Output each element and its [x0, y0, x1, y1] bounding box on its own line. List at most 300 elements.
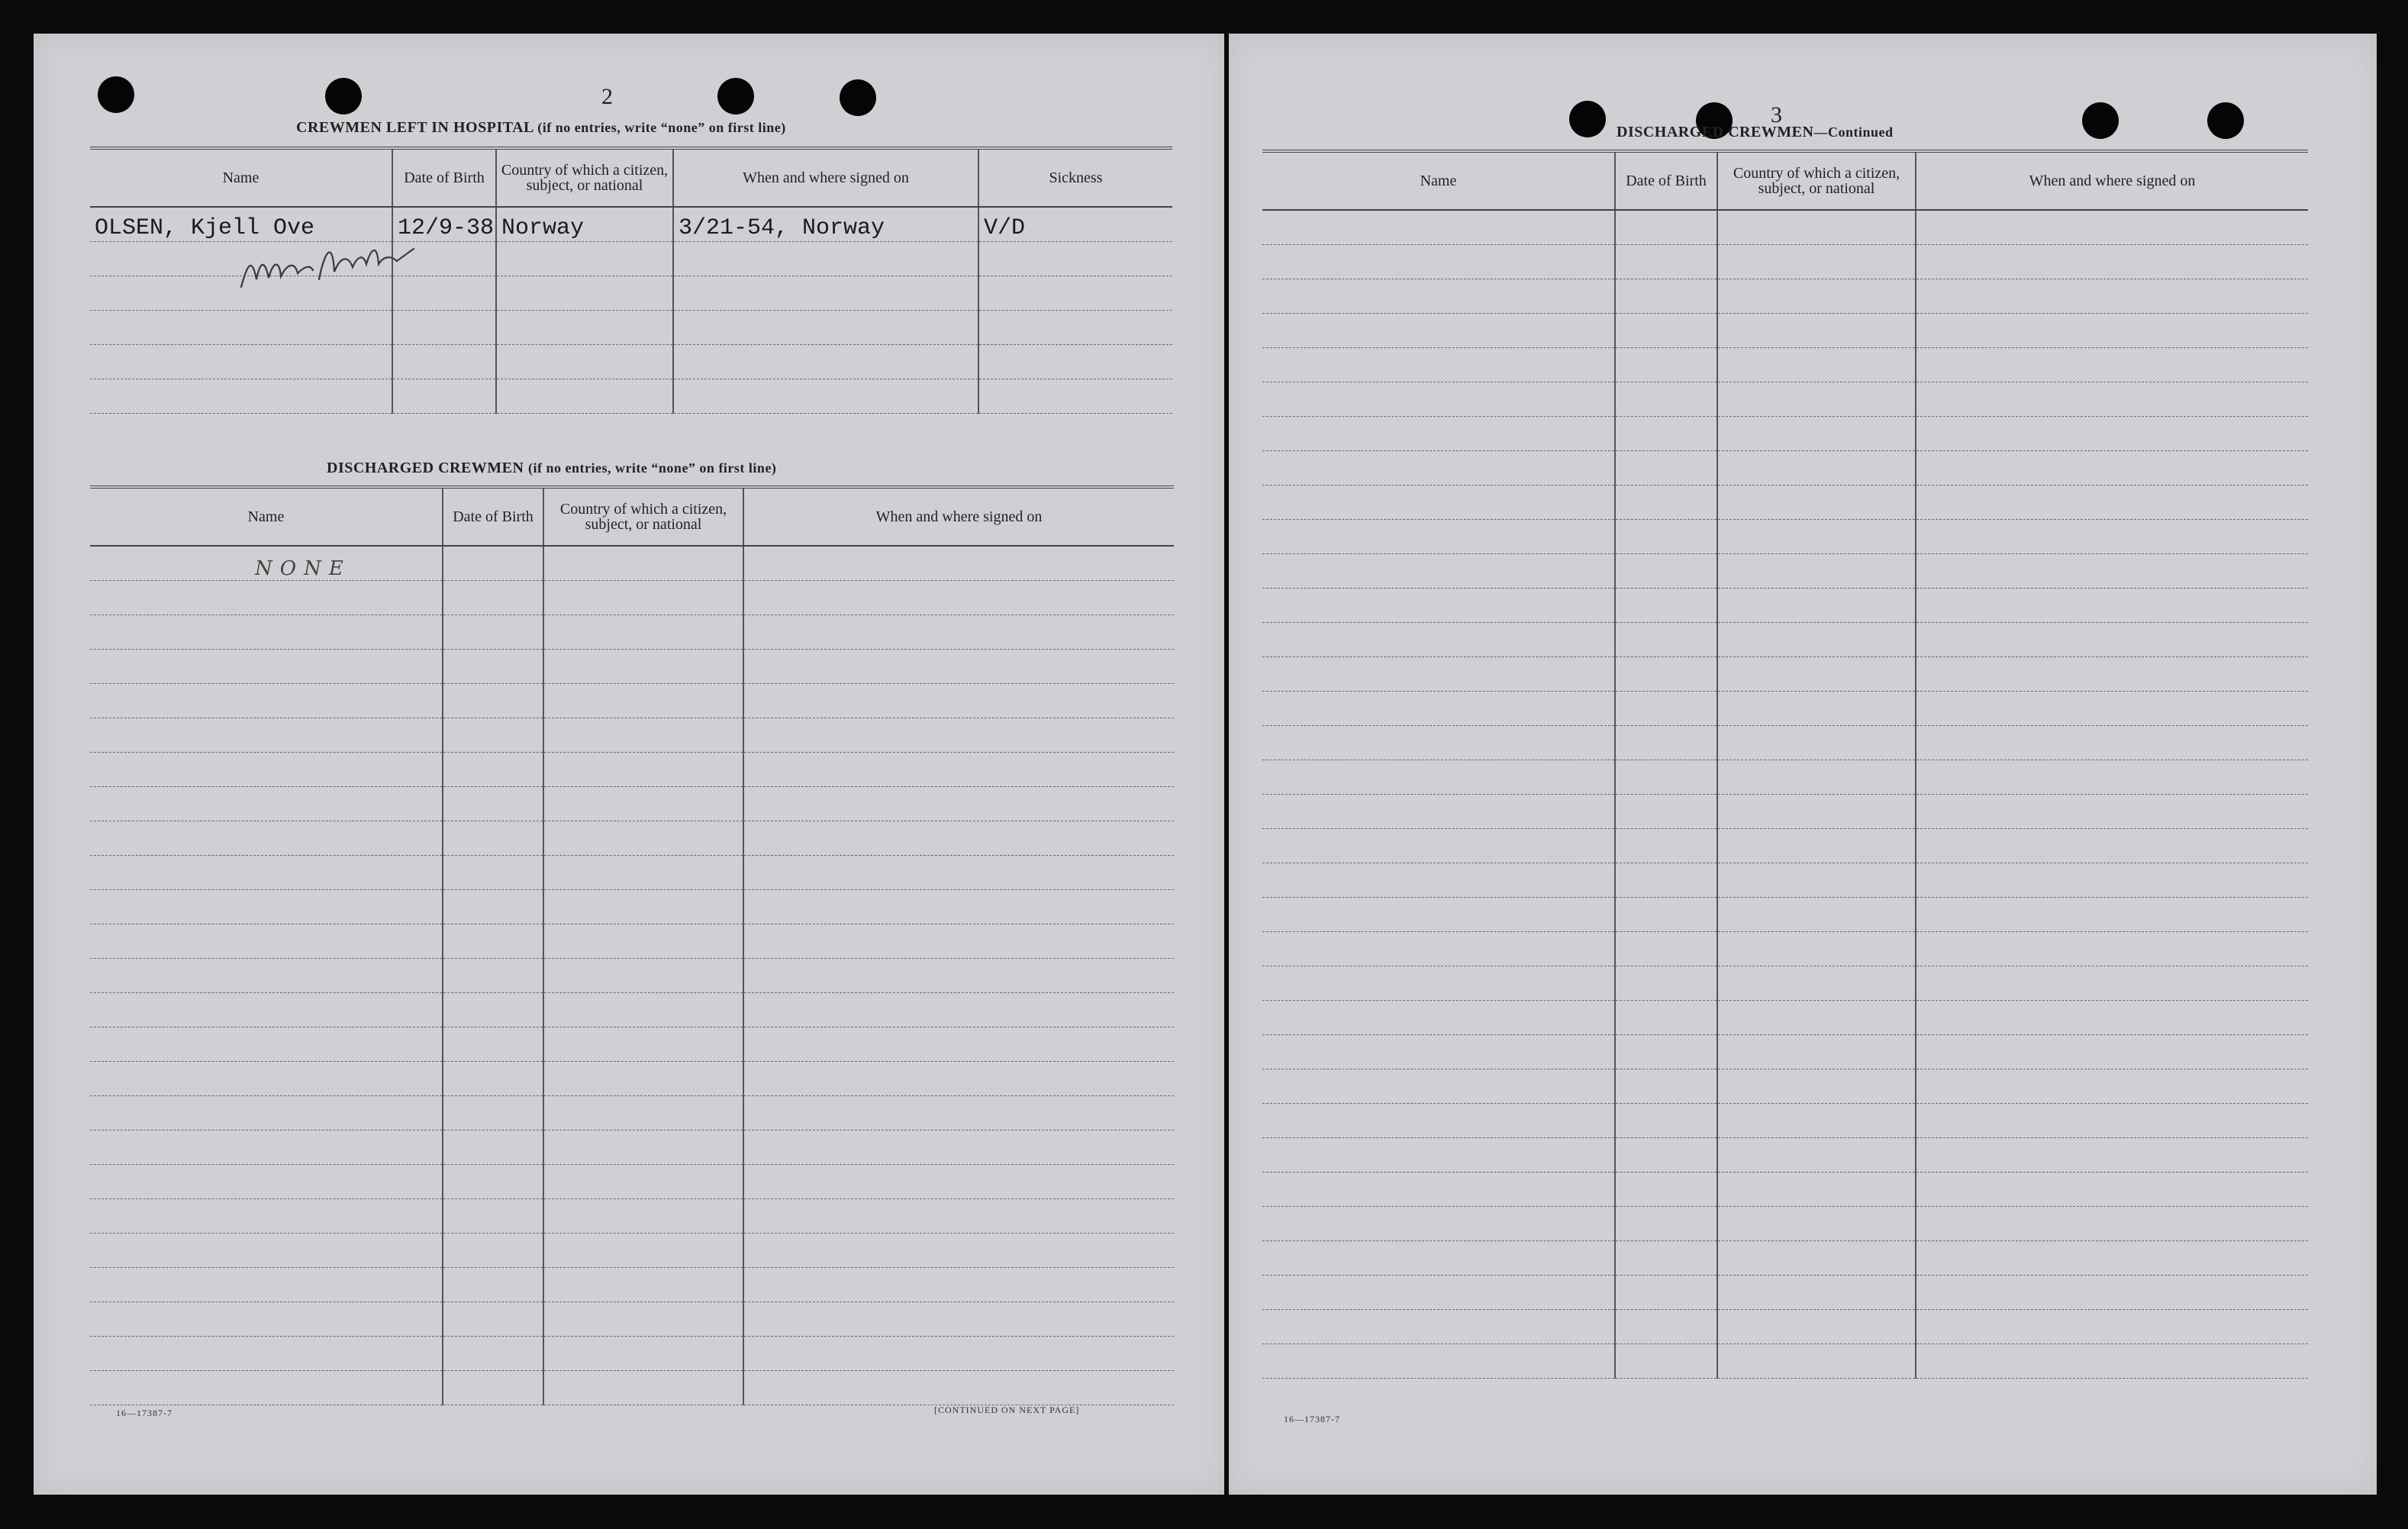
blank-cell	[1615, 966, 1717, 1001]
blank-cell	[1615, 1276, 1717, 1310]
discharged-continued-table	[1262, 150, 2308, 1379]
blank-cell	[90, 650, 443, 684]
blank-cell	[1717, 1207, 1916, 1241]
blank-cell	[1717, 932, 1916, 966]
blank-cell	[543, 1371, 743, 1405]
blank-cell	[443, 1096, 543, 1131]
blank-cell	[1615, 589, 1717, 623]
blank-cell	[1262, 348, 1615, 382]
punch-hole	[1569, 101, 1606, 137]
blank-row	[90, 1268, 1174, 1302]
blank-cell	[1262, 1310, 1615, 1344]
punch-hole	[98, 76, 134, 113]
blank-row	[90, 650, 1174, 684]
blank-cell	[1262, 1035, 1615, 1069]
column-header: When and where signed on	[673, 148, 978, 207]
blank-cell	[1262, 726, 1615, 760]
form-number: 16—17387-7	[1284, 1414, 1340, 1424]
blank-cell	[90, 1337, 443, 1371]
blank-cell	[1916, 726, 2308, 760]
blank-row	[1262, 1276, 2308, 1310]
blank-cell	[90, 1371, 443, 1405]
blank-cell	[1717, 382, 1916, 417]
blank-cell	[1262, 932, 1615, 966]
blank-cell	[1615, 245, 1717, 279]
blank-cell	[1717, 1104, 1916, 1138]
column-header: Date of Birth	[443, 487, 543, 546]
blank-cell	[443, 650, 543, 684]
blank-cell	[443, 959, 543, 993]
blank-cell	[1916, 554, 2308, 589]
blank-cell	[743, 684, 1174, 718]
blank-row	[90, 1199, 1174, 1234]
blank-cell	[543, 1131, 743, 1165]
blank-cell	[90, 1131, 443, 1165]
blank-cell	[543, 546, 743, 581]
blank-cell	[743, 787, 1174, 821]
blank-cell	[1615, 1138, 1717, 1173]
blank-cell	[673, 242, 978, 276]
blank-cell	[392, 379, 496, 414]
blank-row	[1262, 1069, 2308, 1104]
blank-row	[90, 821, 1174, 856]
blank-cell	[743, 1165, 1174, 1199]
blank-cell	[543, 684, 743, 718]
hospital-heading-note: (if no entries, write “none” on first line)	[537, 120, 786, 135]
blank-row	[1262, 314, 2308, 348]
blank-cell	[743, 856, 1174, 890]
blank-cell	[443, 993, 543, 1027]
blank-cell	[443, 856, 543, 890]
blank-cell	[1717, 451, 1916, 485]
blank-row	[1262, 657, 2308, 692]
blank-cell	[443, 1131, 543, 1165]
discharged-continued-suffix: —Continued	[1813, 124, 1894, 140]
blank-row	[1262, 966, 2308, 1001]
blank-row	[90, 615, 1174, 650]
blank-cell	[1916, 760, 2308, 795]
blank-cell	[1916, 692, 2308, 726]
blank-cell	[1916, 1001, 2308, 1035]
blank-cell	[90, 1096, 443, 1131]
blank-cell	[543, 821, 743, 856]
discharged-heading-note: (if no entries, write “none” on first line)	[527, 460, 777, 476]
blank-cell	[743, 718, 1174, 753]
blank-cell	[543, 1337, 743, 1371]
blank-row	[1262, 554, 2308, 589]
blank-cell	[443, 718, 543, 753]
blank-cell	[1916, 1138, 2308, 1173]
blank-cell	[1615, 1310, 1717, 1344]
blank-cell	[443, 924, 543, 959]
blank-cell	[1916, 1344, 2308, 1379]
blank-row	[90, 856, 1174, 890]
blank-row	[90, 581, 1174, 615]
blank-cell	[1615, 1344, 1717, 1379]
blank-row	[1262, 382, 2308, 417]
column-header: Name	[90, 487, 443, 546]
blank-cell	[1615, 829, 1717, 863]
blank-cell	[743, 1337, 1174, 1371]
blank-cell	[1916, 210, 2308, 245]
blank-cell	[1916, 795, 2308, 829]
blank-cell	[1717, 554, 1916, 589]
blank-row	[1262, 1344, 2308, 1379]
blank-row	[90, 718, 1174, 753]
punch-hole	[840, 79, 876, 116]
blank-cell	[443, 546, 543, 581]
blank-row	[1262, 623, 2308, 657]
blank-cell	[543, 924, 743, 959]
blank-row	[1262, 1241, 2308, 1276]
page-number: 3	[1771, 102, 1782, 127]
discharged-continued-table-body	[1262, 210, 2308, 1379]
blank-cell	[1262, 520, 1615, 554]
blank-cell	[743, 650, 1174, 684]
blank-row	[1262, 692, 2308, 726]
blank-cell	[90, 345, 392, 379]
blank-row	[1262, 485, 2308, 520]
blank-cell	[1717, 348, 1916, 382]
blank-cell	[90, 959, 443, 993]
blank-cell	[443, 1199, 543, 1234]
blank-row	[90, 1096, 1174, 1131]
blank-cell	[1717, 210, 1916, 245]
blank-cell	[1717, 966, 1916, 1001]
blank-cell	[673, 276, 978, 311]
blank-cell	[1262, 314, 1615, 348]
blank-cell	[1717, 1035, 1916, 1069]
cell-none-entry	[90, 546, 443, 581]
blank-row	[1262, 417, 2308, 451]
blank-cell	[496, 242, 673, 276]
blank-cell	[1262, 760, 1615, 795]
blank-cell	[496, 311, 673, 345]
blank-cell	[90, 718, 443, 753]
blank-row	[90, 684, 1174, 718]
blank-cell	[1717, 1344, 1916, 1379]
discharged-header-row	[90, 487, 1174, 546]
discharged-heading-text: DISCHARGED CREWMEN	[327, 460, 524, 476]
blank-cell	[90, 1268, 443, 1302]
blank-cell	[543, 1234, 743, 1268]
blank-cell	[1262, 1241, 1615, 1276]
blank-cell	[1615, 451, 1717, 485]
column-header: Date of Birth	[1615, 151, 1717, 210]
blank-row	[1262, 726, 2308, 760]
blank-cell	[1916, 932, 2308, 966]
blank-cell	[1916, 589, 2308, 623]
blank-cell	[1717, 1310, 1916, 1344]
blank-row	[90, 345, 1172, 379]
blank-row	[1262, 898, 2308, 932]
discharged-table	[90, 485, 1174, 1405]
blank-cell	[1916, 1207, 2308, 1241]
blank-cell	[90, 581, 443, 615]
blank-cell	[90, 1062, 443, 1096]
blank-cell	[978, 345, 1172, 379]
blank-cell	[90, 615, 443, 650]
blank-row	[1262, 451, 2308, 485]
discharged-continued-heading	[1617, 124, 1894, 141]
blank-cell	[392, 345, 496, 379]
blank-row	[90, 924, 1174, 959]
blank-cell	[743, 1027, 1174, 1062]
blank-cell	[743, 615, 1174, 650]
blank-row	[90, 1234, 1174, 1268]
blank-cell	[1262, 279, 1615, 314]
blank-cell	[1262, 898, 1615, 932]
blank-cell	[443, 1337, 543, 1371]
blank-cell	[392, 311, 496, 345]
blank-cell	[673, 345, 978, 379]
blank-row	[1262, 1310, 2308, 1344]
blank-cell	[1262, 210, 1615, 245]
left-page	[34, 34, 1224, 1495]
blank-cell	[1615, 1035, 1717, 1069]
blank-cell	[1615, 657, 1717, 692]
blank-row	[1262, 210, 2308, 245]
blank-cell	[443, 1234, 543, 1268]
blank-cell	[1615, 520, 1717, 554]
blank-cell	[1615, 726, 1717, 760]
blank-cell	[1262, 795, 1615, 829]
blank-cell	[496, 379, 673, 414]
blank-row	[1262, 863, 2308, 898]
blank-cell	[1262, 1001, 1615, 1035]
blank-cell	[443, 1268, 543, 1302]
blank-cell	[90, 821, 443, 856]
column-header: Date of Birth	[392, 148, 496, 207]
blank-cell	[1717, 863, 1916, 898]
blank-cell	[90, 787, 443, 821]
blank-cell	[1262, 1207, 1615, 1241]
blank-cell	[1916, 829, 2308, 863]
discharged-continued-header-row	[1262, 151, 2308, 210]
blank-cell	[1916, 1310, 2308, 1344]
discharged-section-heading	[327, 460, 776, 477]
blank-cell	[1916, 382, 2308, 417]
blank-cell	[1916, 1241, 2308, 1276]
blank-cell	[743, 1371, 1174, 1405]
blank-cell	[743, 1062, 1174, 1096]
blank-cell	[543, 1302, 743, 1337]
blank-cell	[1717, 520, 1916, 554]
blank-cell	[1916, 1069, 2308, 1104]
blank-cell	[1615, 692, 1717, 726]
blank-cell	[1615, 623, 1717, 657]
blank-cell	[543, 1096, 743, 1131]
blank-cell	[1262, 1276, 1615, 1310]
blank-cell	[1916, 657, 2308, 692]
punch-hole	[717, 78, 754, 115]
page-number: 2	[601, 84, 613, 109]
blank-cell	[1615, 485, 1717, 520]
blank-cell	[1615, 382, 1717, 417]
blank-cell	[1916, 417, 2308, 451]
blank-row	[1262, 1104, 2308, 1138]
blank-cell	[443, 1371, 543, 1405]
blank-row	[90, 753, 1174, 787]
blank-cell	[543, 856, 743, 890]
blank-cell	[543, 718, 743, 753]
blank-cell	[1262, 382, 1615, 417]
blank-row	[90, 890, 1174, 924]
form-number: 16—17387-7	[116, 1408, 172, 1418]
blank-cell	[543, 1268, 743, 1302]
blank-row	[90, 311, 1172, 345]
cell-sickness: V/D	[978, 207, 1172, 242]
blank-cell	[543, 615, 743, 650]
blank-cell	[743, 1199, 1174, 1234]
hospital-header-row	[90, 148, 1172, 207]
blank-cell	[1916, 520, 2308, 554]
blank-cell	[1615, 1069, 1717, 1104]
blank-cell	[543, 959, 743, 993]
blank-cell	[743, 1096, 1174, 1131]
blank-cell	[1717, 1173, 1916, 1207]
blank-cell	[1916, 1104, 2308, 1138]
punch-hole	[2082, 102, 2119, 139]
blank-cell	[543, 1027, 743, 1062]
blank-cell	[443, 684, 543, 718]
blank-cell	[1262, 863, 1615, 898]
blank-cell	[1717, 1138, 1916, 1173]
blank-cell	[743, 821, 1174, 856]
blank-cell	[1916, 1035, 2308, 1069]
blank-cell	[1717, 1241, 1916, 1276]
blank-cell	[1615, 314, 1717, 348]
blank-cell	[1615, 795, 1717, 829]
blank-row	[90, 1165, 1174, 1199]
hospital-section-heading	[296, 119, 786, 137]
blank-cell	[443, 615, 543, 650]
blank-cell	[1615, 210, 1717, 245]
column-header: When and where signed on	[1916, 151, 2308, 210]
blank-cell	[1717, 417, 1916, 451]
blank-cell	[1262, 1138, 1615, 1173]
blank-cell	[1717, 898, 1916, 932]
blank-cell	[1717, 760, 1916, 795]
blank-row	[1262, 760, 2308, 795]
blank-row	[90, 379, 1172, 414]
punch-hole	[325, 78, 362, 115]
blank-cell	[1262, 485, 1615, 520]
blank-cell	[1717, 485, 1916, 520]
blank-row	[1262, 932, 2308, 966]
blank-cell	[443, 1062, 543, 1096]
blank-cell	[543, 890, 743, 924]
column-header: Sickness	[978, 148, 1172, 207]
blank-cell	[1916, 1173, 2308, 1207]
blank-cell	[743, 1302, 1174, 1337]
blank-cell	[1717, 623, 1916, 657]
cell-name: OLSEN, Kjell Ove	[90, 207, 392, 242]
blank-cell	[1916, 451, 2308, 485]
blank-cell	[90, 993, 443, 1027]
blank-cell	[1717, 279, 1916, 314]
blank-cell	[1615, 1207, 1717, 1241]
blank-row	[90, 993, 1174, 1027]
blank-cell	[743, 890, 1174, 924]
blank-cell	[1615, 932, 1717, 966]
blank-row	[90, 1062, 1174, 1096]
blank-cell	[1916, 245, 2308, 279]
blank-cell	[1717, 657, 1916, 692]
blank-cell	[1615, 554, 1717, 589]
blank-row	[90, 1131, 1174, 1165]
blank-row	[1262, 245, 2308, 279]
blank-cell	[443, 753, 543, 787]
blank-row	[1262, 348, 2308, 382]
blank-cell	[90, 1234, 443, 1268]
blank-cell	[1615, 1173, 1717, 1207]
blank-cell	[1717, 726, 1916, 760]
blank-cell	[90, 1302, 443, 1337]
blank-cell	[1262, 1173, 1615, 1207]
blank-cell	[1717, 314, 1916, 348]
discharged-table-body	[90, 546, 1174, 1405]
blank-cell	[543, 581, 743, 615]
blank-cell	[543, 1199, 743, 1234]
blank-cell	[1916, 348, 2308, 382]
blank-cell	[743, 1131, 1174, 1165]
blank-cell	[743, 1234, 1174, 1268]
blank-cell	[543, 1062, 743, 1096]
blank-cell	[673, 379, 978, 414]
blank-cell	[1916, 279, 2308, 314]
blank-cell	[743, 1268, 1174, 1302]
blank-cell	[1916, 623, 2308, 657]
blank-row	[1262, 520, 2308, 554]
blank-cell	[1916, 863, 2308, 898]
blank-cell	[743, 581, 1174, 615]
blank-row	[1262, 1001, 2308, 1035]
blank-cell	[1262, 966, 1615, 1001]
blank-cell	[673, 311, 978, 345]
handwritten-none: NONE	[255, 557, 351, 580]
column-header: Country of which a citizen, subject, or national	[1717, 151, 1916, 210]
blank-cell	[1615, 898, 1717, 932]
blank-cell	[1916, 898, 2308, 932]
blank-cell	[90, 379, 392, 414]
blank-cell	[543, 650, 743, 684]
blank-cell	[90, 311, 392, 345]
blank-row	[90, 959, 1174, 993]
blank-cell	[543, 787, 743, 821]
blank-row	[1262, 795, 2308, 829]
blank-cell	[443, 1027, 543, 1062]
blank-cell	[1615, 1104, 1717, 1138]
blank-cell	[90, 1199, 443, 1234]
blank-cell	[1262, 623, 1615, 657]
blank-row	[1262, 1207, 2308, 1241]
blank-cell	[1262, 1069, 1615, 1104]
blank-row	[90, 1027, 1174, 1062]
blank-row	[90, 787, 1174, 821]
blank-cell	[496, 276, 673, 311]
blank-cell	[90, 1165, 443, 1199]
blank-cell	[443, 890, 543, 924]
blank-cell	[543, 993, 743, 1027]
blank-cell	[1717, 1069, 1916, 1104]
blank-cell	[1262, 589, 1615, 623]
table-row	[90, 546, 1174, 581]
blank-cell	[1262, 451, 1615, 485]
blank-cell	[1717, 795, 1916, 829]
blank-cell	[1717, 829, 1916, 863]
blank-cell	[743, 959, 1174, 993]
